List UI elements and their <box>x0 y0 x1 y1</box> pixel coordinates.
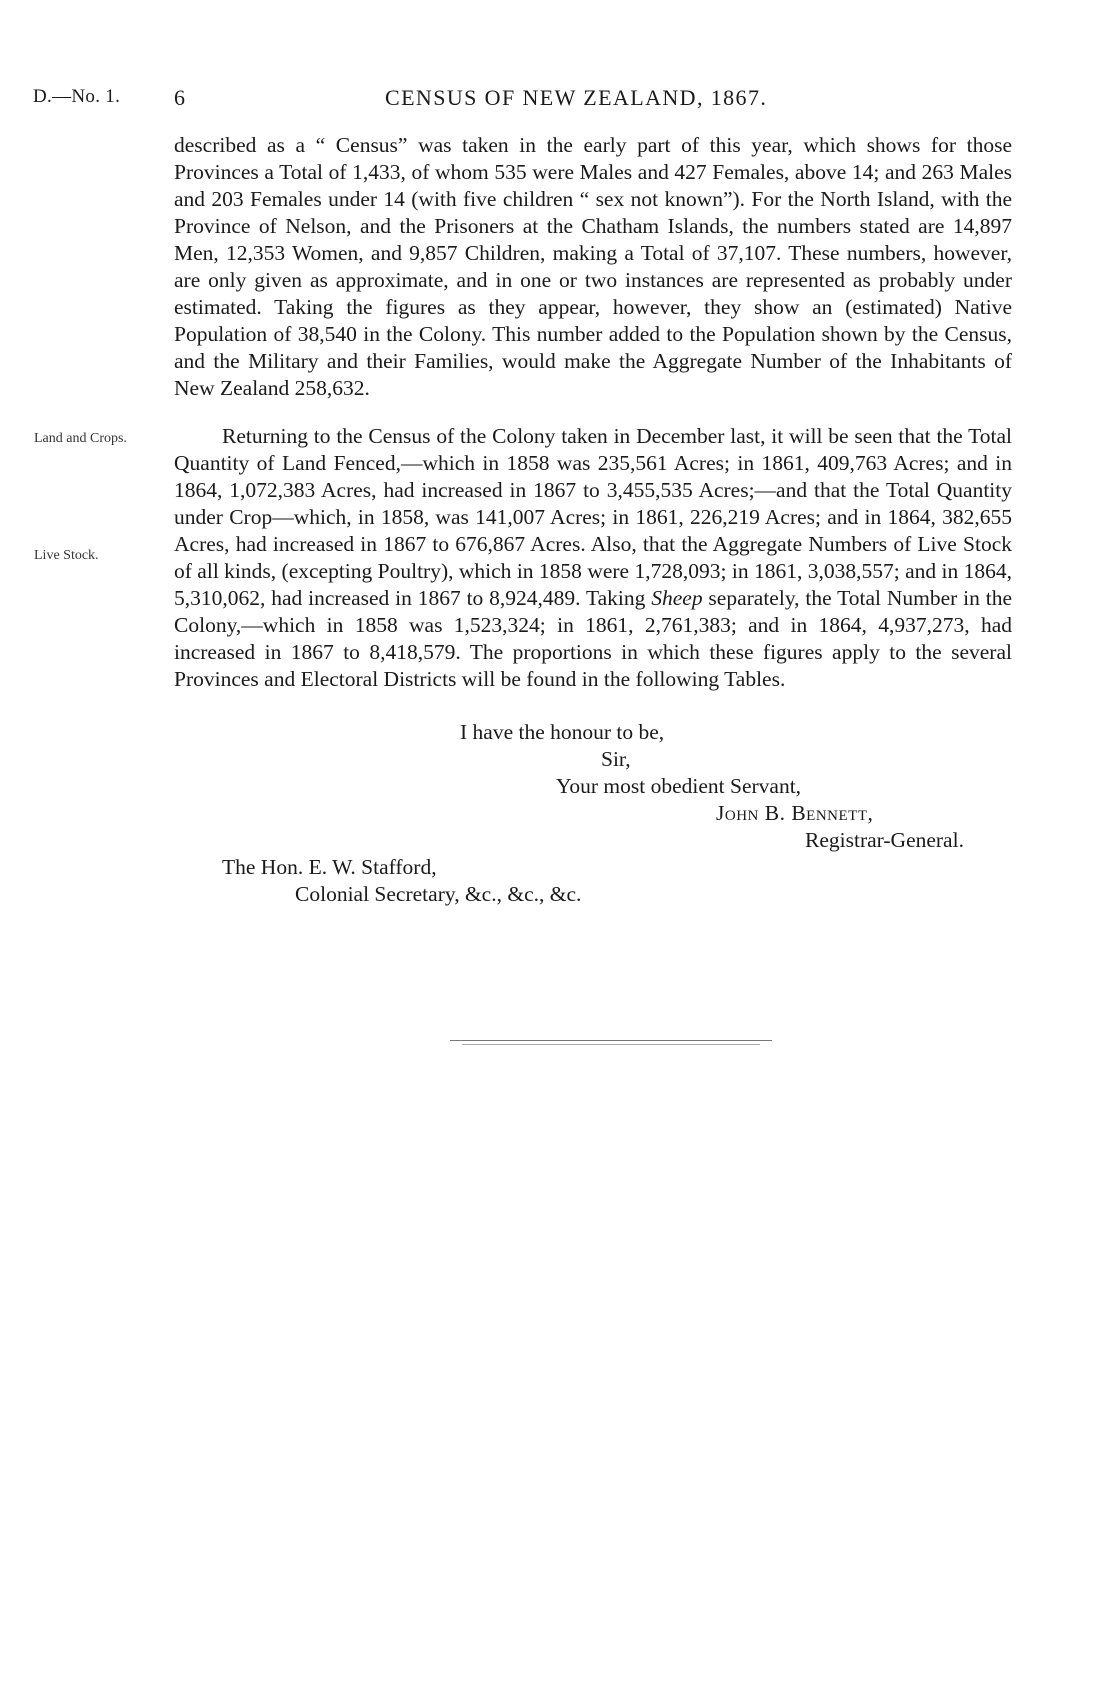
paragraph-native-population <box>174 132 1012 402</box>
closing-line-honour: I have the honour to be, <box>460 720 665 744</box>
margin-note-live-stock: Live Stock. <box>34 548 99 563</box>
paragraph-text: described as a “ Census” was taken in the early part of this year, which shows for those Provinces a Total of 1,433, of whom 535 were Males and 427 Females, above 14; and 263 Males and 203 Females under 14 (with five children “ sex not known”). For the North Island, with the Province of Nelson, and the Prisoners at the Chatham Islands, the numbers stated are 14,897 Men, 12,353 Women, and 9,857 Children, making a Total of 37,107. These numbers, however, are only given as approximate, and in one or two instances are represented as probably under estimated. Taking the figures as they appear, however, they show an (estimated) Native Population of 38,540 in the Colony. This number added to the Population shown by the Census, and the Military and their Families, would make the Aggregate Number of the Inhabitants of New Zealand 258,632. <box>174 133 1012 400</box>
closing-line-sir: Sir, <box>601 747 631 771</box>
page-number: 6 <box>174 85 185 110</box>
closing-rule-thin <box>462 1044 760 1045</box>
margin-note-land-and-crops: Land and Crops. <box>34 431 127 446</box>
closing-rule <box>450 1040 772 1041</box>
closing-line-servant: Your most obedient Servant, <box>556 774 802 798</box>
document-reference: D.—No. 1. <box>33 86 121 107</box>
running-title: CENSUS OF NEW ZEALAND, 1867. <box>385 85 768 110</box>
paragraph-land-and-stock <box>174 423 1012 693</box>
signer-title: Registrar-General. <box>805 828 964 852</box>
signer-name: John B. Bennett, <box>716 801 874 825</box>
addressee-title: Colonial Secretary, &c., &c., &c. <box>295 882 582 906</box>
addressee-name: The Hon. E. W. Stafford, <box>222 855 437 879</box>
paragraph-text-part: separately, the Total Number in the Colony,—which in 1858 was 1,523,324; in 1861, 2,761,383; and in 1864, 4,937,273, had increased in 1867 to 8,418,579. The proportions in which these figures apply to the several Provinces and Electoral Districts will be found in the following Tables. <box>174 586 1012 691</box>
paragraph-text <box>174 423 1012 693</box>
italic-sheep: Sheep <box>651 586 703 610</box>
paragraph-text-part: Returning to the Census of the Colony taken in December last, it will be seen that the Total Quantity of Land Fenced,—which in 1858 was 235,561 Acres; in 1861, 409,763 Acres; and in 1864, 1,072,383 Acres, had increased in 1867 to 3,455,535 Acres;—and that the Total Quantity under Crop—which, in 1858, was 141,007 Acres; in 1861, 226,219 Acres; and in 1864, 382,655 Acres, had increased in 1867 to 676,867 Acres. Also, that the Aggregate Numbers of Live Stock of all kinds, (excepting Poultry), which in 1858 were 1,728,093; in 1861, 3,038,557; and in 1864, 5,310,062, had increased in 1867 to 8,924,489. Taking <box>174 424 1012 610</box>
